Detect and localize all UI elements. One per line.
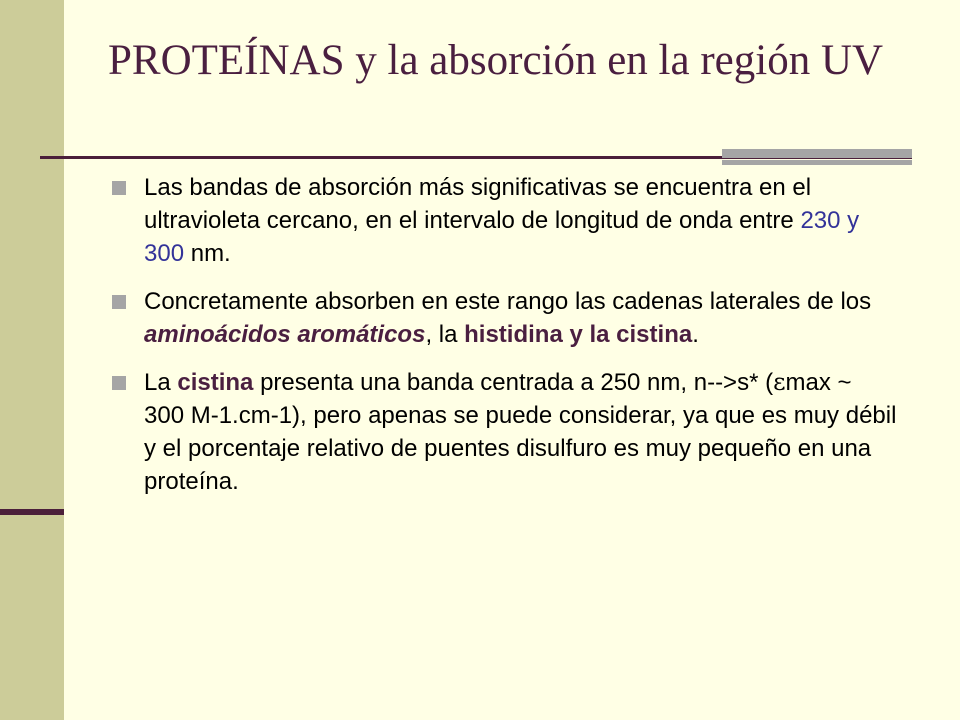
epsilon-symbol: ε bbox=[773, 368, 786, 396]
aromatic-amino-acids-term: aminoácidos aromáticos bbox=[144, 321, 426, 348]
slide-title: PROTEÍNAS y la absorción en la región UV bbox=[108, 37, 884, 84]
title-underline-accent bbox=[722, 149, 912, 158]
wavelength-range: 230 y 300 bbox=[144, 207, 860, 267]
bullet-text: Concretamente absorben en este rango las cadenas laterales de los bbox=[144, 288, 872, 315]
bullet-list bbox=[108, 171, 898, 513]
cystine-term: cistina bbox=[177, 369, 254, 396]
square-bullet-icon bbox=[112, 181, 126, 195]
square-bullet-icon bbox=[112, 376, 126, 390]
bullet-text: . bbox=[692, 321, 699, 348]
left-band-accent-bar bbox=[0, 509, 64, 515]
bullet-item bbox=[108, 366, 898, 498]
bullet-text: , la bbox=[425, 321, 465, 348]
bullet-text: La bbox=[144, 369, 178, 396]
bullet-text: Las bandas de absorción más significativas se encuentra en el ultravioleta cercano, en el intervalo de longitud de onda entre bbox=[144, 174, 812, 234]
bullet-text: nm. bbox=[184, 240, 231, 267]
bullet-text: max ~ 300 M-1.cm-1), pero apenas se puede considerar, ya que es muy débil y el porcentaje relativo de puentes disulfuro es muy pequeño en una proteína. bbox=[144, 369, 897, 495]
histidine-cystine-term: histidina y la cistina bbox=[464, 321, 693, 348]
left-decorative-band bbox=[0, 0, 64, 720]
bullet-item bbox=[108, 171, 898, 270]
bullet-text: presenta una banda centrada a 250 nm, n-->s* ( bbox=[253, 369, 774, 396]
bullet-item bbox=[108, 285, 898, 351]
square-bullet-icon bbox=[112, 295, 126, 309]
title-underline-accent-lower bbox=[722, 160, 912, 165]
